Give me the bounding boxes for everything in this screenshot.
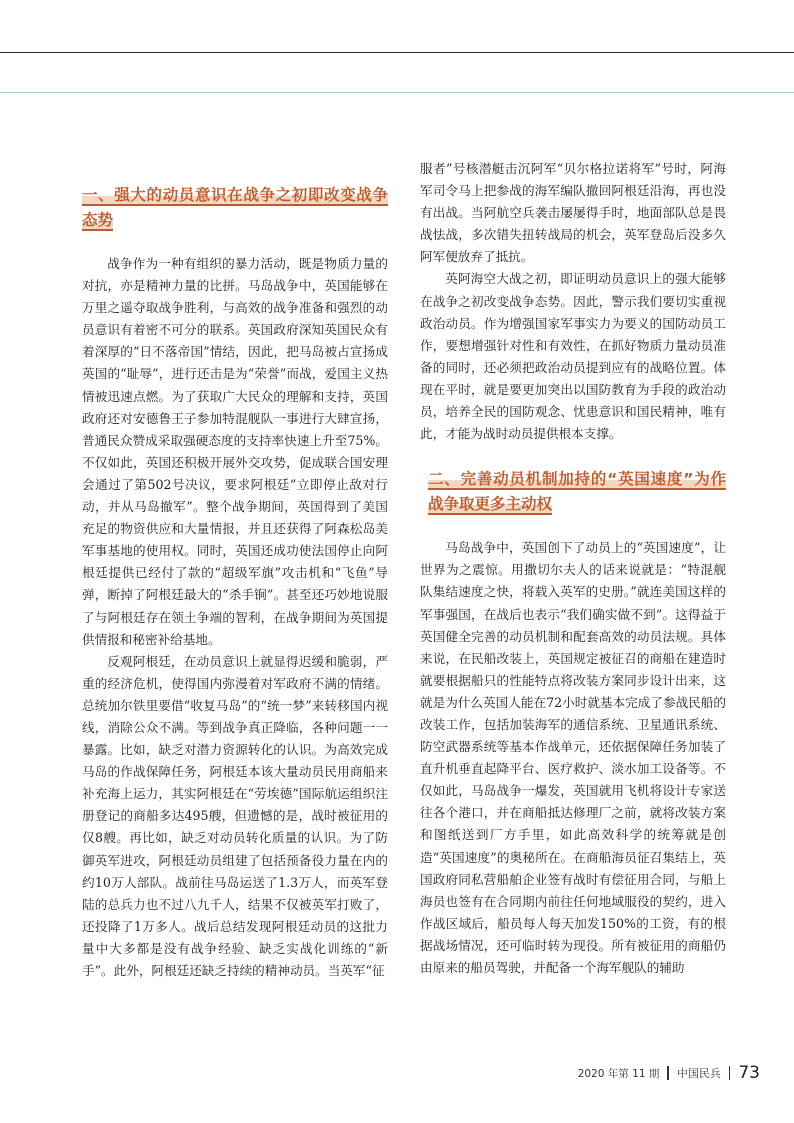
column-right <box>420 158 726 979</box>
section-heading-2: 二、完善动员机制加持的“英国速度”为作战争取更多主动权 <box>428 470 726 514</box>
paragraph: 反观阿根廷，在动员意识上就显得迟缓和脆弱，严重的经济危机，使得国内弥漫着对军政府不满的情绪。总统加尔铁里要借“收复马岛”的“统一梦”来转移国内视线，消除公众不满。等到战争真正降临，各种问题一一暴露。比如，缺乏对潜力资源转化的认识。为高效完成马岛的作战保障任务，阿根廷本该大量动员民用商船来补充海上运力，其实阿根廷在“劳埃德”国际航运组织注册登记的商船多达495艘，但遗憾的是，战时被征用的仅8艘。再比如，缺乏对动员转化质量的认识。为了防御英军进攻，阿根廷动员组建了包括预备役力量在内的约10万人部队。战前往马岛运送了1.3万人，而英军登陆的总兵力也不过八九千人，结果不仅被英军打败了，还投降了1万多人。战后总结发现阿根廷动员的这批力量中大多都是没有战争经验、缺乏实战化训练的“新手”。此外，阿根廷还缺乏持续的精神动员。当英军“征 <box>82 653 388 978</box>
header-accent-rule <box>0 92 794 93</box>
page-footer <box>578 1063 760 1083</box>
paragraph: 马岛战争中，英国创下了动员上的“英国速度”，让世界为之震惊。用撒切尔夫人的话来说就是：“特混舰队集结速度之快，将载入英军的史册。”就连美国这样的军事强国，在战后也表示“我们确实做不到”。这得益于英国健全完善的动员机制和配套高效的动员法规。具体来说，在民船改装上，英国规定被征召的商船在建造时就要根据船只的性能特点将改装方案同步设计出来，这就是为什么英国人能在72小时就基本完成了参战民船的改装工作，包括加装海军的通信系统、卫星通讯系统、防空武器系统等基本作战单元，还依据保障任务加装了直升机垂直起降平台、医疗救护、淡水加工设备等。不仅如此，马岛战争一爆发，英国就用飞机将设计专家送往各个港口，并在商船抵达修理厂之前，就将改装方案和图纸送到厂方手里，如此高效科学的统筹就是创造“英国速度”的奥秘所在。在商船海员征召集结上，英国政府同私营船舶企业签有战时有偿征用合同，与船上海员也签有在合同期内前往任何地域服役的契约，进入作战区域后，船员每人每天加发150%的工资，有的根据战场情况，还可临时转为现役。所有被征用的商船仍由原来的船员驾驶，并配备一个海军舰队的辅助 <box>420 540 726 975</box>
paragraph: 英阿海空大战之初，即证明动员意识上的强大能够在战争之初改变战争态势。因此，警示我们要切实重视政治动员。作为增强国家军事实力为要义的国防动员工作，要想增强针对性和有效性，在抓好物质力量动员准备的同时，还必须把政治动员提到应有的战略位置。体现在平时，就是要更加突出以国防教育为手段的政治动员，培养全民的国防观念、忧患意识和国民精神，唯有此，才能为战时动员提供根本支撑。 <box>420 271 726 442</box>
header-rule <box>0 52 794 53</box>
paragraph: 战争作为一种有组织的暴力活动，既是物质力量的对抗，亦是精神力量的比拼。马岛战争中，英国能够在万里之遥夺取战争胜利，与高效的战争准备和强烈的动员意识有着密不可分的联系。英国政府深知英国民众有着深厚的“日不落帝国”情结，因此，把马岛被占宣扬成英国的“耻辱”，进行还击是为“荣誉”而战，爱国主义热情被迅速点燃。为了获取广大民众的理解和支持，英国政府还对安德鲁王子参加特混舰队一事进行大肆宣扬，普通民众赞成采取强硬态度的支持率快速上升至75%。不仅如此，英国还积极开展外交攻势，促成联合国安理会通过了第502号决议，要求阿根廷“立即停止敌对行动，并从马岛撤军”。整个战争期间，英国得到了美国充足的物资供应和大量情报，并且还获得了阿森松岛美军事基地的使用权。同时，英国还成功使法国停止向阿根廷提供已经付了款的“超级军旗”攻击机和“飞鱼”导弹，断掉了阿根廷最大的“杀手锏”。甚至还巧妙地说服了与阿根廷存在领土争端的智利，在战争期间为英国提供情报和秘密补给基地。 <box>82 256 388 647</box>
footer-divider <box>667 1066 669 1080</box>
issue-label: 2020 年第 11 期 <box>577 1067 660 1080</box>
footer-divider <box>729 1066 731 1080</box>
section-heading-1: 一、强大的动员意识在战争之初即改变战争态势 <box>82 186 388 229</box>
paragraph-continued: 服者”号核潜艇击沉阿军“贝尔格拉诺将军”号时，阿海军司令马上把参战的海军编队撤回阿根廷沿海，再也没有出战。当阿航空兵袭击屡屡得手时，地面部队总是畏战怯战，多次错失扭转战局的机会，英军登岛后没多久阿军便放弃了抵抗。 <box>420 161 726 265</box>
magazine-name: 中国民兵 <box>676 1067 721 1080</box>
page-number: 73 <box>738 1063 760 1083</box>
column-left <box>82 183 388 982</box>
